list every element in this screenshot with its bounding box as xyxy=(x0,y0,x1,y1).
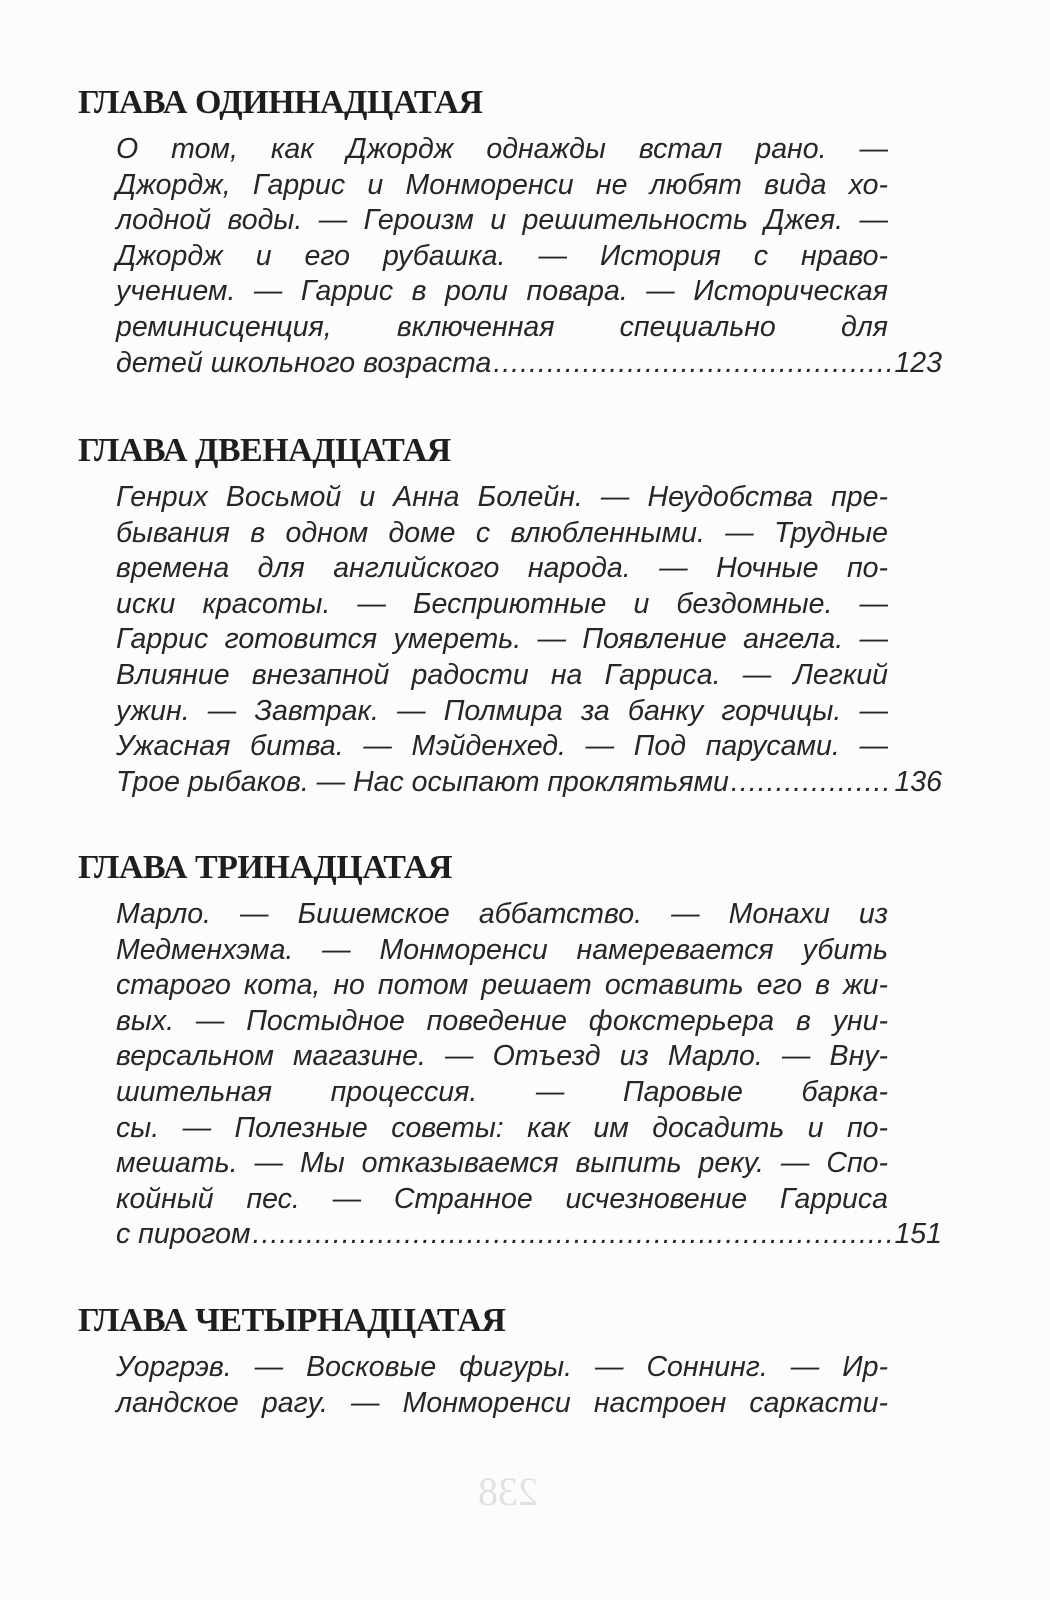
summary-line: Генрих Восьмой и Анна Болейн. — Неудобства пре- xyxy=(116,481,888,513)
summary-line: Марло. — Бишемское аббатство. — Монахи из xyxy=(116,898,888,930)
summary-line: ужин. — Завтрак. — Полмира за банку горчицы. — xyxy=(116,694,888,727)
dot-leader xyxy=(731,765,893,801)
chapter-summary xyxy=(116,897,942,1253)
chapter-summary xyxy=(116,480,942,800)
chapter-heading: ГЛАВА ЧЕТЫРНАДЦАТАЯ xyxy=(78,1302,506,1339)
summary-line: лодной воды. — Героизм и решительность Джея. — xyxy=(116,204,888,237)
summary-line: вых. — Постыдное поведение фокстерьера в уни- xyxy=(116,1004,888,1037)
summary-line: реминисценция, включенная специально для xyxy=(116,310,888,343)
summary-line: детей школьного возраста xyxy=(116,346,492,379)
summary-line: старого кота, но потом решает оставить его в жи- xyxy=(116,969,888,1002)
summary-line: версальном магазине. — Отъезд из Марло. — Вну- xyxy=(116,1040,888,1073)
summary-line: Ужасная битва. — Мэйденхед. — Под парусами. — xyxy=(116,730,888,763)
chapter-summary xyxy=(116,1350,888,1421)
dot-leader xyxy=(253,1217,893,1253)
summary-line: мешать. — Мы отказываемся выпить реку. — Спо- xyxy=(116,1147,888,1180)
summary-line: ландское рагу. — Монморенси настроен саркасти- xyxy=(116,1386,888,1419)
summary-line: Джордж, Гаррис и Монморенси не любят вида хо- xyxy=(116,168,888,201)
chapter-summary xyxy=(116,132,942,381)
dot-leader xyxy=(493,346,892,382)
summary-line: Трое рыбаков. — Нас осыпают проклятьями xyxy=(116,765,729,798)
toc-entry-last-line xyxy=(116,1217,942,1253)
summary-line: иски красоты. — Бесприютные и бездомные. — xyxy=(116,587,888,620)
toc-entry-last-line xyxy=(116,765,942,801)
summary-line: О том, как Джордж однажды встал рано. — xyxy=(116,133,888,165)
toc-entry-last-line xyxy=(116,346,942,382)
page-reference: 151 xyxy=(894,1218,942,1251)
summary-line: Медменхэма. — Монморенси намеревается убить xyxy=(116,933,888,966)
page-number: 238 xyxy=(478,1469,538,1514)
summary-line: бывания в одном доме с влюбленными. — Трудные xyxy=(116,516,888,549)
summary-line: койный пес. — Странное исчезновение Гарриса xyxy=(116,1182,888,1215)
summary-line: с пирогом xyxy=(116,1218,251,1251)
summary-line: сы. — Полезные советы: как им досадить и по- xyxy=(116,1111,888,1144)
chapter-heading: ГЛАВА ОДИННАДЦАТАЯ xyxy=(78,84,483,121)
summary-line: Гаррис готовится умереть. — Появление ангела. — xyxy=(116,623,888,656)
summary-line: времена для английского народа. — Ночные по- xyxy=(116,552,888,585)
chapter-heading: ГЛАВА ДВЕНАДЦАТАЯ xyxy=(78,432,451,469)
chapter-heading: ГЛАВА ТРИНАДЦАТАЯ xyxy=(78,849,452,886)
page-reference: 136 xyxy=(894,765,942,798)
page-reference: 123 xyxy=(894,346,942,379)
summary-line: учением. — Гаррис в роли повара. — Историческая xyxy=(116,275,888,308)
summary-line: Джордж и его рубашка. — История с нраво- xyxy=(116,239,888,272)
summary-line: Влияние внезапной радости на Гарриса. — Легкий xyxy=(116,658,888,691)
summary-line: Уоргрэв. — Восковые фигуры. — Соннинг. — Ир- xyxy=(116,1351,888,1383)
summary-line: шительная процессия. — Паровые барка- xyxy=(116,1075,888,1108)
